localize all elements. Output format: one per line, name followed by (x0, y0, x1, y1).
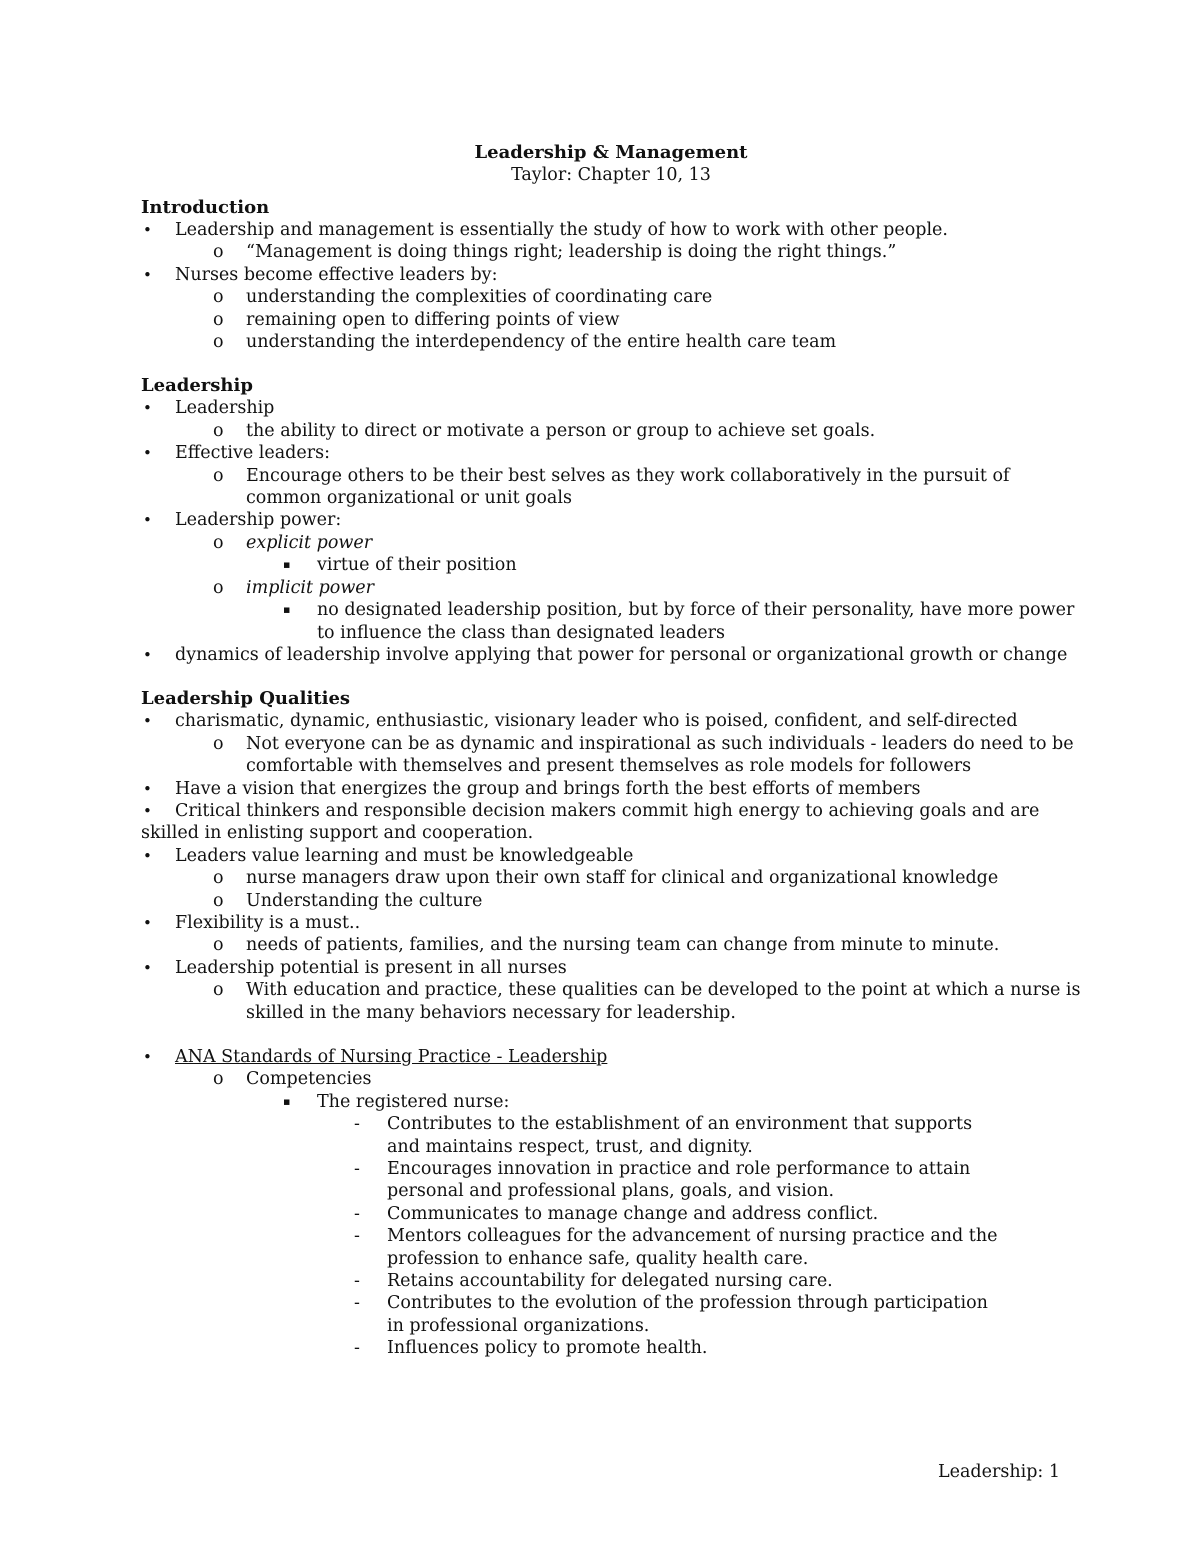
circle-marker: o (213, 890, 224, 911)
list-item: • Leadership (143, 398, 275, 419)
bullet-marker: • (143, 399, 152, 418)
circle-marker: o (213, 287, 224, 308)
list-item: • charismatic, dynamic, enthusiastic, visionary leader who is poised, confident, and self-directed (143, 711, 1018, 732)
list-item: • Leadership power: (143, 510, 342, 531)
list-item: o implicit power (213, 577, 375, 598)
ana-standards-title: ANA Standards of Nursing Practice - Leadership (175, 1047, 608, 1067)
bullet-marker: • (143, 265, 152, 284)
list-item: o understanding the complexities of coordinating care (213, 287, 713, 308)
list-item: • Effective leaders: (143, 443, 330, 464)
list-item: - Mentors colleagues for the advancement of nursing practice and the profession to enhance safe, quality health care. (354, 1226, 998, 1269)
circle-marker: o (213, 532, 224, 553)
circle-marker: o (213, 733, 224, 754)
square-marker: ▪ (283, 603, 291, 617)
list-item: ▪ no designated leadership position, but by force of their personality, have more power to influence the class than designated leaders (283, 600, 1075, 643)
list-item: • Critical thinkers and responsible decision makers commit high energy to achieving goals and are skilled in enlisting support and cooperation. (141, 800, 1040, 844)
circle-marker: o (213, 242, 224, 263)
list-item: - Retains accountability for delegated nursing care. (354, 1271, 833, 1292)
list-item: • dynamics of leadership involve applying that power for personal or organizational growth or change (143, 644, 1068, 665)
page-title: Leadership & Management (474, 142, 748, 163)
list-item: • Nurses become effective leaders by: (143, 264, 498, 285)
dash-marker: - (354, 1114, 360, 1135)
circle-marker: o (213, 577, 224, 598)
dash-marker: - (354, 1226, 360, 1247)
circle-marker: o (213, 980, 224, 1001)
dash-marker: - (354, 1271, 360, 1292)
section-heading-leadership: Leadership (141, 375, 253, 397)
bullet-marker: • (143, 779, 152, 798)
list-item: o needs of patients, families, and the nursing team can change from minute to minute. (213, 935, 1000, 956)
list-item: - Contributes to the evolution of the profession through participation in professional organizations. (354, 1293, 988, 1336)
bullet-marker: • (143, 712, 152, 731)
document-body (141, 142, 1081, 1360)
page-subtitle: Taylor: Chapter 10, 13 (511, 165, 711, 185)
list-item: • Leaders value learning and must be knowledgeable (143, 845, 634, 866)
list-item: • Leadership and management is essentially the study of how to work with other people. (143, 220, 948, 240)
list-item: - Encourages innovation in practice and role performance to attain personal and professional plans, goals, and vision. (354, 1159, 971, 1202)
list-item (141, 1046, 1081, 1068)
square-marker: ▪ (283, 558, 291, 572)
circle-marker: o (213, 309, 224, 330)
circle-marker: o (213, 868, 224, 889)
page-footer: Leadership: 1 (938, 1462, 1060, 1482)
square-marker: ▪ (283, 1094, 291, 1108)
list-item: o Not everyone can be as dynamic and inspirational as such individuals - leaders do need to be comfortable with themselves and present themselves as role models for followers (213, 733, 1074, 777)
bullet-marker: • (143, 221, 152, 239)
dash-marker: - (354, 1159, 360, 1180)
list-item: • Leadership potential is present in all nurses (143, 957, 567, 978)
list-item: o With education and practice, these qualities can be developed to the point at which a nurse is skilled in the many behaviors necessary for leadership. (213, 980, 1081, 1023)
list-item: • Have a vision that energizes the group and brings forth the best efforts of members (143, 778, 921, 799)
bullet-marker: • (143, 801, 152, 820)
bullet-marker: • (143, 958, 152, 977)
section-heading-leadership-qualities: Leadership Qualities (141, 688, 351, 710)
bullet-marker: • (143, 645, 152, 664)
list-item: o Understanding the culture (213, 890, 483, 911)
list-item: o understanding the interdependency of the entire health care team (213, 332, 837, 353)
circle-marker: o (213, 332, 224, 353)
list-item: ▪ The registered nurse: (283, 1091, 510, 1112)
bullet-marker: • (143, 444, 152, 463)
list-item: o remaining open to differing points of view (213, 309, 620, 330)
list-item: ▪ virtue of their position (283, 555, 517, 576)
list-item: - Influences policy to promote health. (354, 1338, 708, 1359)
list-item: o Competencies (213, 1069, 372, 1090)
list-item: • Flexibility is a must.. (143, 912, 361, 933)
list-item: o the ability to direct or motivate a person or group to achieve set goals. (213, 420, 876, 441)
dash-marker: - (354, 1293, 360, 1314)
list-item: o Encourage others to be their best selves as they work collaboratively in the pursuit of common organizational or unit goals (213, 465, 1010, 509)
dash-marker: - (354, 1203, 360, 1224)
circle-marker: o (213, 935, 224, 956)
list-item: - Contributes to the establishment of an environment that supports and maintains respect, trust, and dignity. (354, 1114, 973, 1157)
dash-marker: - (354, 1338, 360, 1359)
list-item: o “Management is doing things right; leadership is doing the right things.” (213, 242, 897, 263)
circle-marker: o (213, 420, 224, 441)
list-item: - Communicates to manage change and address conflict. (354, 1203, 879, 1224)
circle-marker: o (213, 1069, 224, 1090)
list-item: o nurse managers draw upon their own staff for clinical and organizational knowledge (213, 868, 999, 889)
bullet-marker: • (143, 846, 152, 865)
bullet-marker: • (143, 1048, 152, 1066)
list-item: o explicit power (213, 532, 373, 553)
circle-marker: o (213, 465, 224, 486)
section-heading-introduction: Introduction (141, 197, 270, 218)
bullet-marker: • (143, 511, 152, 530)
bullet-marker: • (143, 913, 152, 932)
